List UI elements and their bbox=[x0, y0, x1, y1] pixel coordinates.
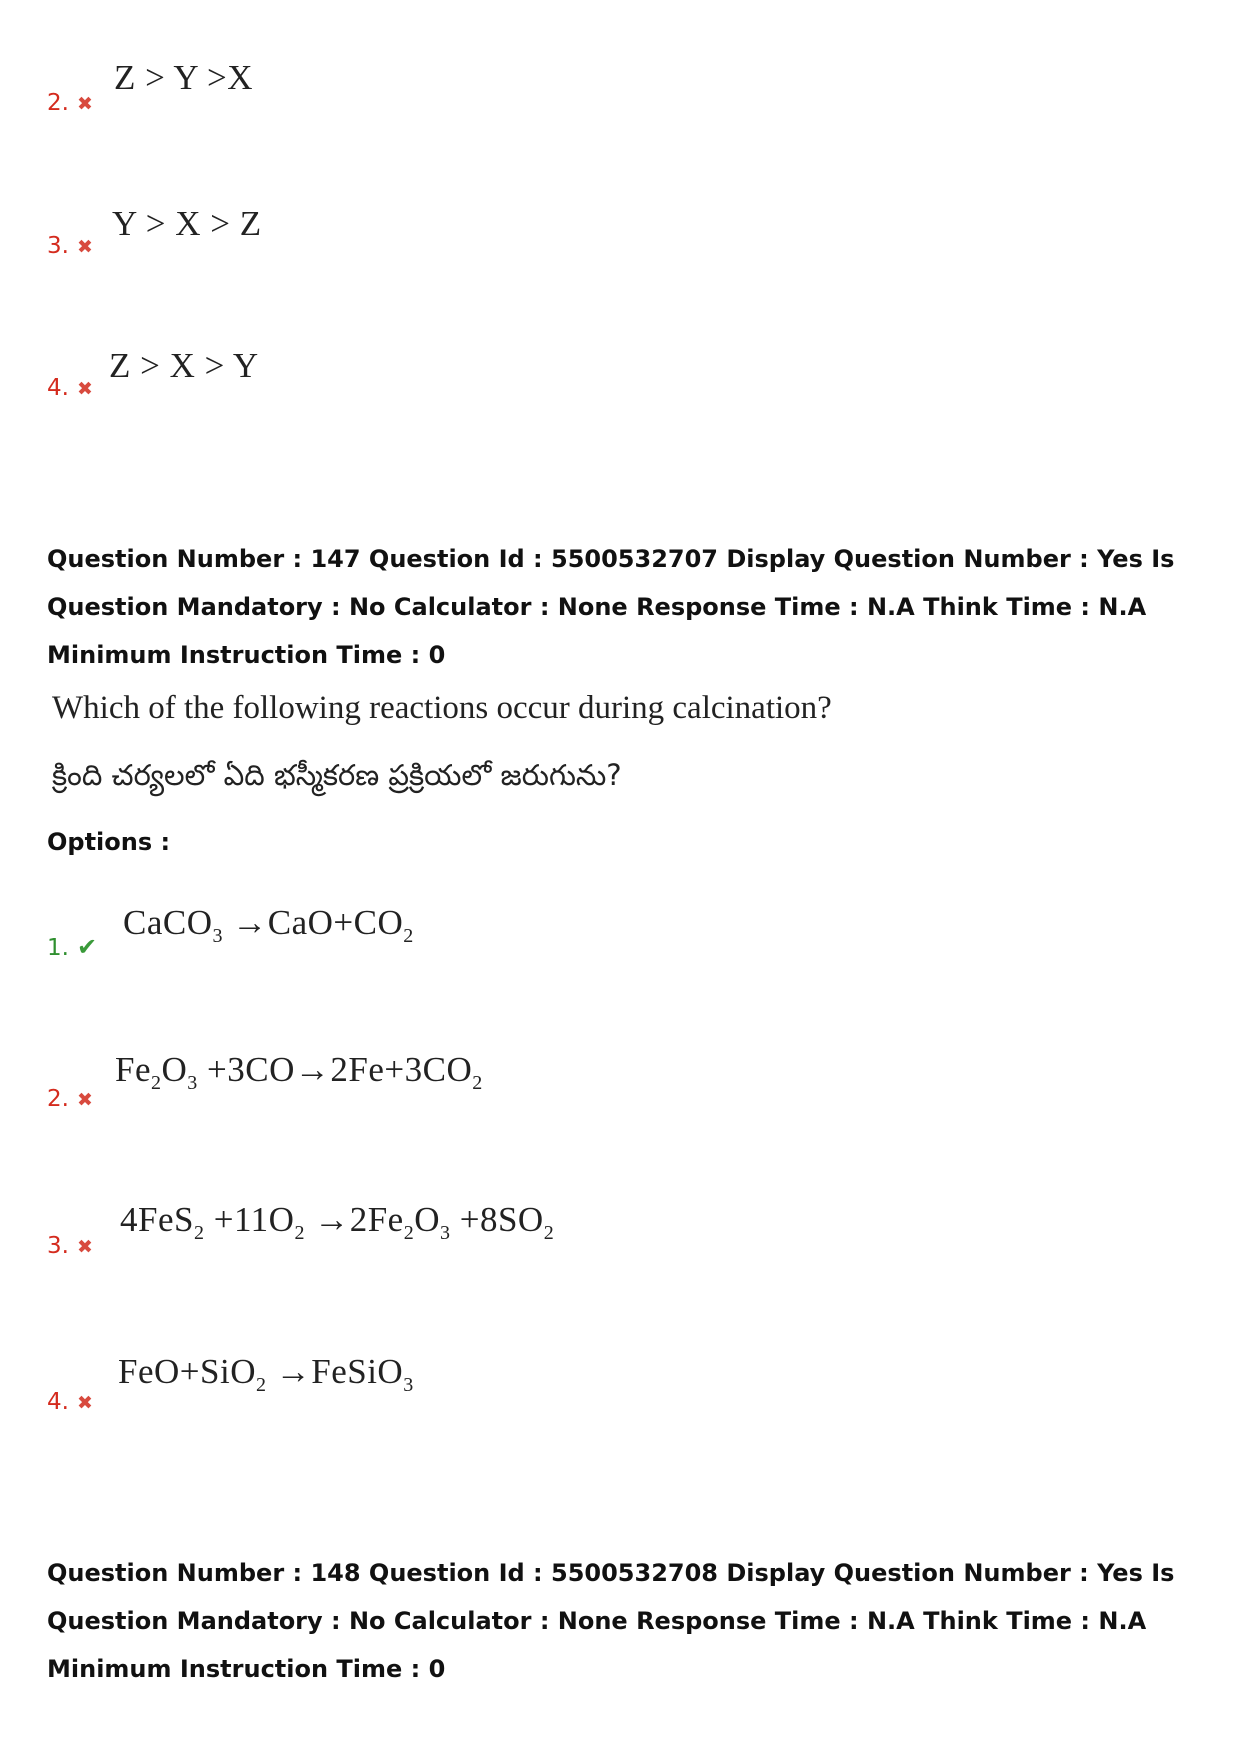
cross-icon: ✖ bbox=[76, 236, 93, 258]
q147-option-2 bbox=[47, 1086, 93, 1112]
q147-option-3 bbox=[47, 1233, 93, 1259]
q147-option-1 bbox=[47, 933, 97, 961]
q147-option-2-formula: $Fe_2O_3 +3CO\to 2Fe+3CO_2$ bbox=[115, 1050, 483, 1094]
question-148-meta: Question Number : 148 Question Id : 5500532708 Display Question Number : Yes Is Question Mandatory : No Calculator : None Response Time : N.A Think Time : N.A Minimum Instruction Time : 0 bbox=[47, 1559, 1175, 1683]
q147-option-4-formula: FeO+SiO$_2$ →FeSiO$_3$ bbox=[118, 1352, 414, 1396]
prev-option-2 bbox=[47, 90, 93, 116]
question-147-text-en: Which of the following reactions occur during calcination? bbox=[52, 690, 832, 726]
cross-icon: ✖ bbox=[76, 1392, 93, 1414]
options-label: Options : bbox=[47, 828, 171, 856]
question-147-text-te: క్రింది చర్యలలో ఏది భస్మీకరణ ప్రక్రియలో జరుగును? bbox=[52, 758, 622, 792]
cross-icon: ✖ bbox=[76, 93, 93, 115]
cross-icon: ✖ bbox=[76, 378, 93, 400]
q147-option-1-formula: CaCO$_3$ $\to CaO+CO_2$ bbox=[123, 903, 414, 947]
prev-option-3 bbox=[47, 233, 93, 259]
question-147-meta: Question Number : 147 Question Id : 5500532707 Display Question Number : Yes Is Question Mandatory : No Calculator : None Response Time : N.A Think Time : N.A Minimum Instruction Time : 0 bbox=[47, 545, 1175, 669]
option-number: 2. bbox=[47, 1086, 69, 1112]
prev-option-4-formula: Z > X > Y bbox=[109, 346, 259, 385]
cross-icon: ✖ bbox=[76, 1089, 93, 1111]
option-number: 2. bbox=[47, 90, 69, 116]
option-number: 4. bbox=[47, 375, 69, 401]
prev-option-3-formula: Y > X > Z bbox=[112, 204, 262, 243]
cross-icon: ✖ bbox=[76, 1236, 93, 1258]
option-number: 1. bbox=[47, 935, 69, 961]
prev-option-2-formula: Z > Y >X bbox=[114, 58, 254, 97]
option-number: 3. bbox=[47, 1233, 69, 1259]
prev-option-4 bbox=[47, 375, 93, 401]
q147-option-4 bbox=[47, 1389, 93, 1415]
check-icon: ✔ bbox=[76, 933, 98, 961]
q147-option-3-formula: $4FeS_2 +11O_2 \to 2Fe_2O_3 +8SO_2$ bbox=[120, 1200, 555, 1244]
option-number: 3. bbox=[47, 233, 69, 259]
option-number: 4. bbox=[47, 1389, 69, 1415]
